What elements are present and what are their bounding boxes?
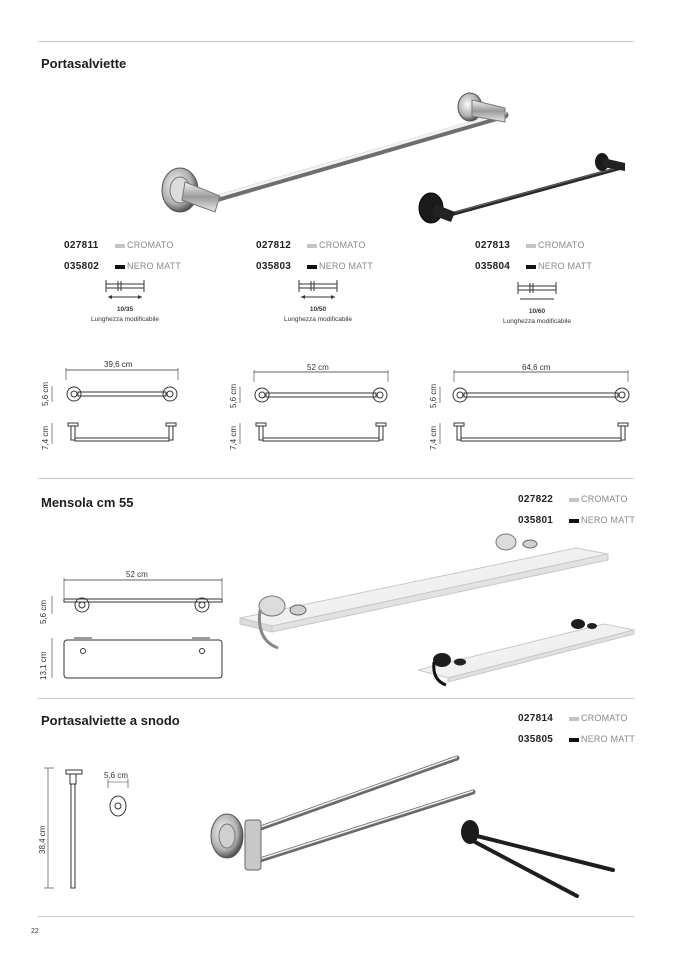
shelf-photos [236,530,636,695]
product-code: 027812 [256,240,292,251]
page-number: 22 [31,928,39,935]
product-code: 035804 [475,261,511,272]
product-code: 027822 [518,494,554,505]
range-label: Lunghezza modificabile [503,318,571,325]
chrome-swatch [115,244,125,248]
product-code: 035805 [518,734,554,745]
finish-label: CROMATO [581,494,628,504]
chrome-swatch [569,498,579,502]
height-dimension: 7,4 cm [41,425,50,450]
product-code: 035803 [256,261,292,272]
width-dimension: 52 cm [126,570,148,579]
swivel-drawing [40,766,140,896]
product-code: 027811 [64,240,99,251]
range-label: Lunghezza modificabile [91,316,159,323]
finish-label: NERO MATT [581,515,636,525]
product-code: 035802 [64,261,100,272]
finish-label: CROMATO [581,713,628,723]
black-swatch [307,265,317,269]
finish-label: NERO MATT [127,261,182,271]
height-dimension: 7,4 cm [229,425,238,450]
finish-label: CROMATO [319,240,366,250]
adjustable-length-icon [297,278,339,300]
height-dimension: 5,6 cm [39,599,48,624]
product-code: 035801 [518,515,554,526]
range-value: 10/50 [309,306,327,313]
range-label: Lunghezza modificabile [284,316,352,323]
bottom-divider [38,916,634,917]
towel-bar-drawing [428,370,638,450]
chrome-swatch [307,244,317,248]
height-dimension: 7,4 cm [429,425,438,450]
section-title-snodo: Portasalviette a snodo [41,713,180,728]
swivel-photos [205,750,625,900]
height-dimension: 5,6 cm [41,381,50,406]
range-value: 10/35 [116,306,134,313]
black-swatch [526,265,536,269]
product-code: 027813 [475,240,511,251]
black-swatch [115,265,125,269]
black-towel-bar-image [415,148,635,228]
range-value: 10/60 [528,308,546,315]
towel-bar-drawing [40,368,190,448]
section-divider [38,478,634,479]
height-dimension: 38,4 cm [38,825,47,854]
height-dimension: 5,6 cm [429,383,438,408]
towel-bar-drawing [228,370,398,450]
black-swatch [569,519,579,523]
finish-label: NERO MATT [581,734,636,744]
finish-label: NERO MATT [538,261,593,271]
top-divider [38,41,634,42]
chrome-swatch [526,244,536,248]
height-dimension: 5,6 cm [229,383,238,408]
adjustable-length-icon [104,278,146,300]
chrome-swatch [569,717,579,721]
finish-label: NERO MATT [319,261,374,271]
section-title-mensola: Mensola cm 55 [41,495,134,510]
width-dimension: 52 cm [307,363,329,372]
shelf-drawing [40,578,230,682]
width-dimension: 5,6 cm [104,771,129,780]
width-dimension: 64,6 cm [522,363,551,372]
section-title-portasalviette: Portasalviette [41,56,127,71]
finish-label: CROMATO [538,240,585,250]
height-dimension: 13,1 cm [39,651,48,680]
width-dimension: 39,6 cm [104,360,133,369]
section-divider [38,698,634,699]
adjustable-length-icon [516,280,558,302]
finish-label: CROMATO [127,240,174,250]
product-code: 027814 [518,713,554,724]
black-swatch [569,738,579,742]
